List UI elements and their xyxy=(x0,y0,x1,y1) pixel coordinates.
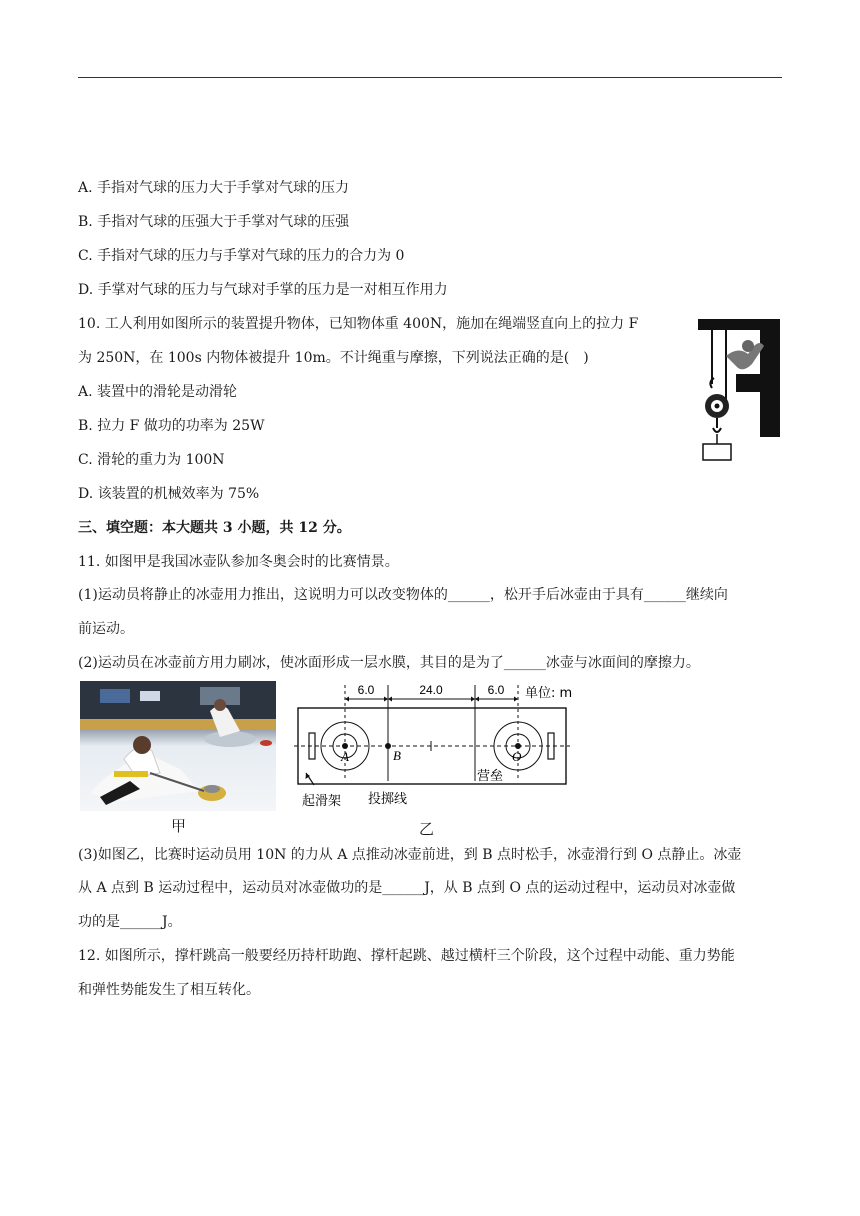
q9-option-d: D. 手掌对气球的压力与气球对手掌的压力是一对相互作用力 xyxy=(78,282,448,298)
start-rack-label: 起滑架 xyxy=(302,794,342,809)
dim-2-label: 24.0 xyxy=(419,683,443,697)
camp-label: 营垒 xyxy=(477,769,504,784)
q9-option-b: B. 手指对气球的压强大于手掌对气球的压强 xyxy=(78,214,350,230)
header-rule xyxy=(78,77,782,78)
dim-3-label: 6.0 xyxy=(487,683,505,697)
q11-part3-line2: 从 A 点到 B 运动过程中，运动员对冰壶做功的是______J，从 B 点到 O 点的运动过程中，运动员对冰壶做 xyxy=(78,880,736,896)
q12-line1: 12. 如图所示，撑杆跳高一般要经历持杆助跑、撑杆起跳、越过横杆三个阶段，这个过程中动能、重力势能 xyxy=(78,948,735,964)
q10-option-a: A. 装置中的滑轮是动滑轮 xyxy=(78,384,238,400)
q11-part3-line1: (3)如图乙，比赛时运动员用 10N 的力从 A 点推动冰壶前进，到 B 点时松手，冰壶滑行到 O 点静止。冰壶 xyxy=(78,847,742,863)
q10-stem-line1: 10. 工人利用如图所示的装置提升物体，已知物体重 400N，施加在绳端竖直向上的拉力 F xyxy=(78,316,639,332)
dim-1-label: 6.0 xyxy=(357,683,375,697)
fig-jia-caption: 甲 xyxy=(171,817,187,835)
q11-stem: 11. 如图甲是我国冰壶队参加冬奥会时的比赛情景。 xyxy=(78,554,399,570)
point-b-label: B xyxy=(393,748,401,763)
point-a-label: A xyxy=(341,749,349,764)
q11-part2: (2)运动员在冰壶前方用力刷冰，使冰面形成一层水膜，其目的是为了______冰壶与冰面间的摩擦力。 xyxy=(78,655,700,671)
q10-option-b: B. 拉力 F 做功的功率为 25W xyxy=(78,418,265,434)
q10-option-d: D. 该装置的机械效率为 75% xyxy=(78,486,260,502)
hog-line-label: 投掷线 xyxy=(368,792,408,807)
q9-option-a: A. 手指对气球的压力大于手掌对气球的压力 xyxy=(78,180,350,196)
q12-line2: 和弹性势能发生了相互转化。 xyxy=(78,982,260,998)
fig-yi-caption: 乙 xyxy=(419,820,435,838)
q10-option-c: C. 滑轮的重力为 100N xyxy=(78,452,225,468)
unit-label: 单位: m xyxy=(525,686,573,701)
curling-photo xyxy=(80,681,276,811)
q9-option-c: C. 手指对气球的压力与手掌对气球的压力的合力为 0 xyxy=(78,248,405,264)
q11-part3-line3: 功的是______J。 xyxy=(78,914,182,930)
q10-stem-line2: 为 250N，在 100s 内物体被提升 10m。不计绳重与摩擦，下列说法正确的是( ) xyxy=(78,350,589,366)
point-o-label: O xyxy=(512,749,522,764)
q11-part1-line1: (1)运动员将静止的冰壶用力推出，这说明力可以改变物体的______，松开手后冰壶由于具有______继续向 xyxy=(78,587,728,603)
q11-part1-line2: 前运动。 xyxy=(78,621,134,637)
pulley-figure xyxy=(694,316,784,466)
section3-heading: 三、填空题：本大题共 3 小题，共 12 分。 xyxy=(78,520,351,536)
curling-sheet-diagram xyxy=(292,681,592,811)
